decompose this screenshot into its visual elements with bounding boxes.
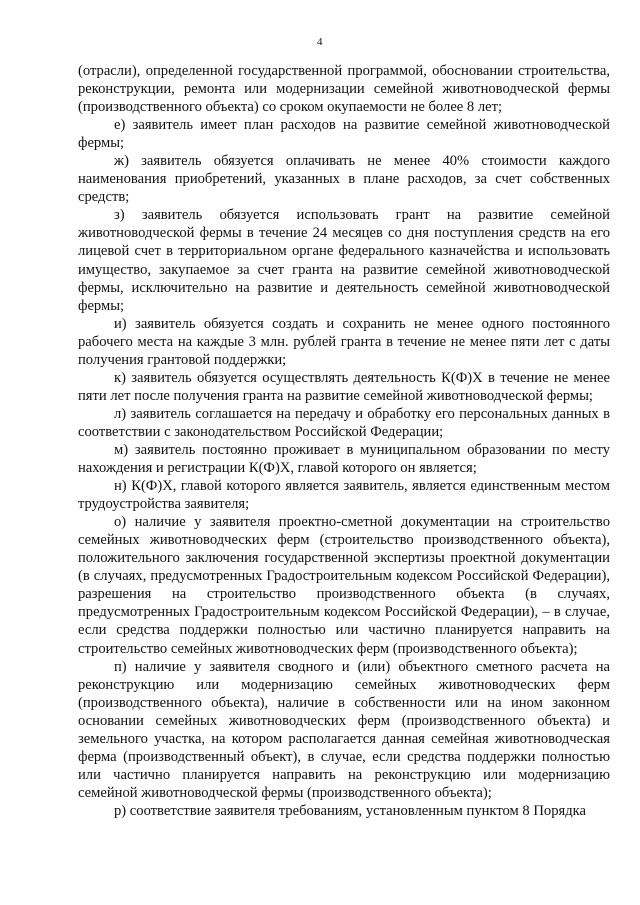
- paragraph-item-l: л) заявитель соглашается на передачу и обработку его персональных данных в соответствии с законодательством Российской Федерации;: [78, 405, 610, 440]
- paragraph-item-k: к) заявитель обязуется осуществлять деятельность К(Ф)Х в течение не менее пяти лет после получения гранта на развитие семейной животноводческой фермы;: [78, 369, 610, 404]
- paragraph-item-e: е) заявитель имеет план расходов на развитие семейной животноводческой фермы;: [78, 117, 610, 152]
- paragraph-item-z: з) заявитель обязуется использовать грант на развитие семейной животноводческой фермы в течение 24 месяцев со дня поступления средств на его лицевой счет в территориальном органе федерального казначейства и использовать имущество, закупаемое за счет гранта на развитие семейной животноводческой фермы, исключительно на развитие и деятельность семейной животноводческой фермы;: [78, 207, 610, 314]
- paragraph-item-p: п) наличие у заявителя сводного и (или) объектного сметного расчета на реконструкцию или модернизацию семейных животноводческих ферм (производственного объекта), наличие в собственности или на ином законном основании семейных животноводческих ферм (производственного объекта) и земельного участка, на котором располагается данная семейная животноводческая ферма (производственный объект), в случае, если средства поддержки полностью или частично планируется направить на реконструкцию или модернизацию семейной животноводческой фермы (производственного объекта);: [78, 658, 610, 801]
- paragraph-item-n: н) К(Ф)Х, главой которого является заявитель, является единственным местом трудоустройства заявителя;: [78, 478, 610, 513]
- paragraph-item-o: о) наличие у заявителя проектно-сметной документации на строительство семейных животноводческих ферм (строительство производственного объекта), положительного заключения государственной экспертизы проектной документации (в случаях, предусмотренных Градостроительным кодексом Российской Федерации), разрешения на строительство производственного объекта (в случаях, предусмотренных Градостроительным кодексом Российской Федерации), – в случае, если средства поддержки полностью или частично планируется направить на строительство семейных животноводческих ферм (производственного объекта);: [78, 514, 610, 657]
- paragraph-continuation: (отрасли), определенной государственной программой, обосновании строительства, реконструкции, ремонта или модернизации семейной животноводческой фермы (производственного объекта) со сроком окупаемости не более 8 лет;: [78, 63, 610, 116]
- paragraph-item-m: м) заявитель постоянно проживает в муниципальном образовании по месту нахождения и регистрации К(Ф)Х, главой которого он является;: [78, 441, 610, 477]
- paragraph-item-zh: ж) заявитель обязуется оплачивать не менее 40% стоимости каждого наименования приобретений, указанных в плане расходов, за счет собственных средств;: [78, 153, 610, 206]
- paragraph-item-r: р) соответствие заявителя требованиям, установленным пунктом 8 Порядка: [114, 802, 586, 819]
- page-number: 4: [317, 36, 323, 48]
- paragraph-item-i: и) заявитель обязуется создать и сохранить не менее одного постоянного рабочего места на каждые 3 млн. рублей гранта в течение не менее пяти лет с даты получения грантовой поддержки;: [78, 315, 610, 368]
- document-body: [78, 62, 610, 820]
